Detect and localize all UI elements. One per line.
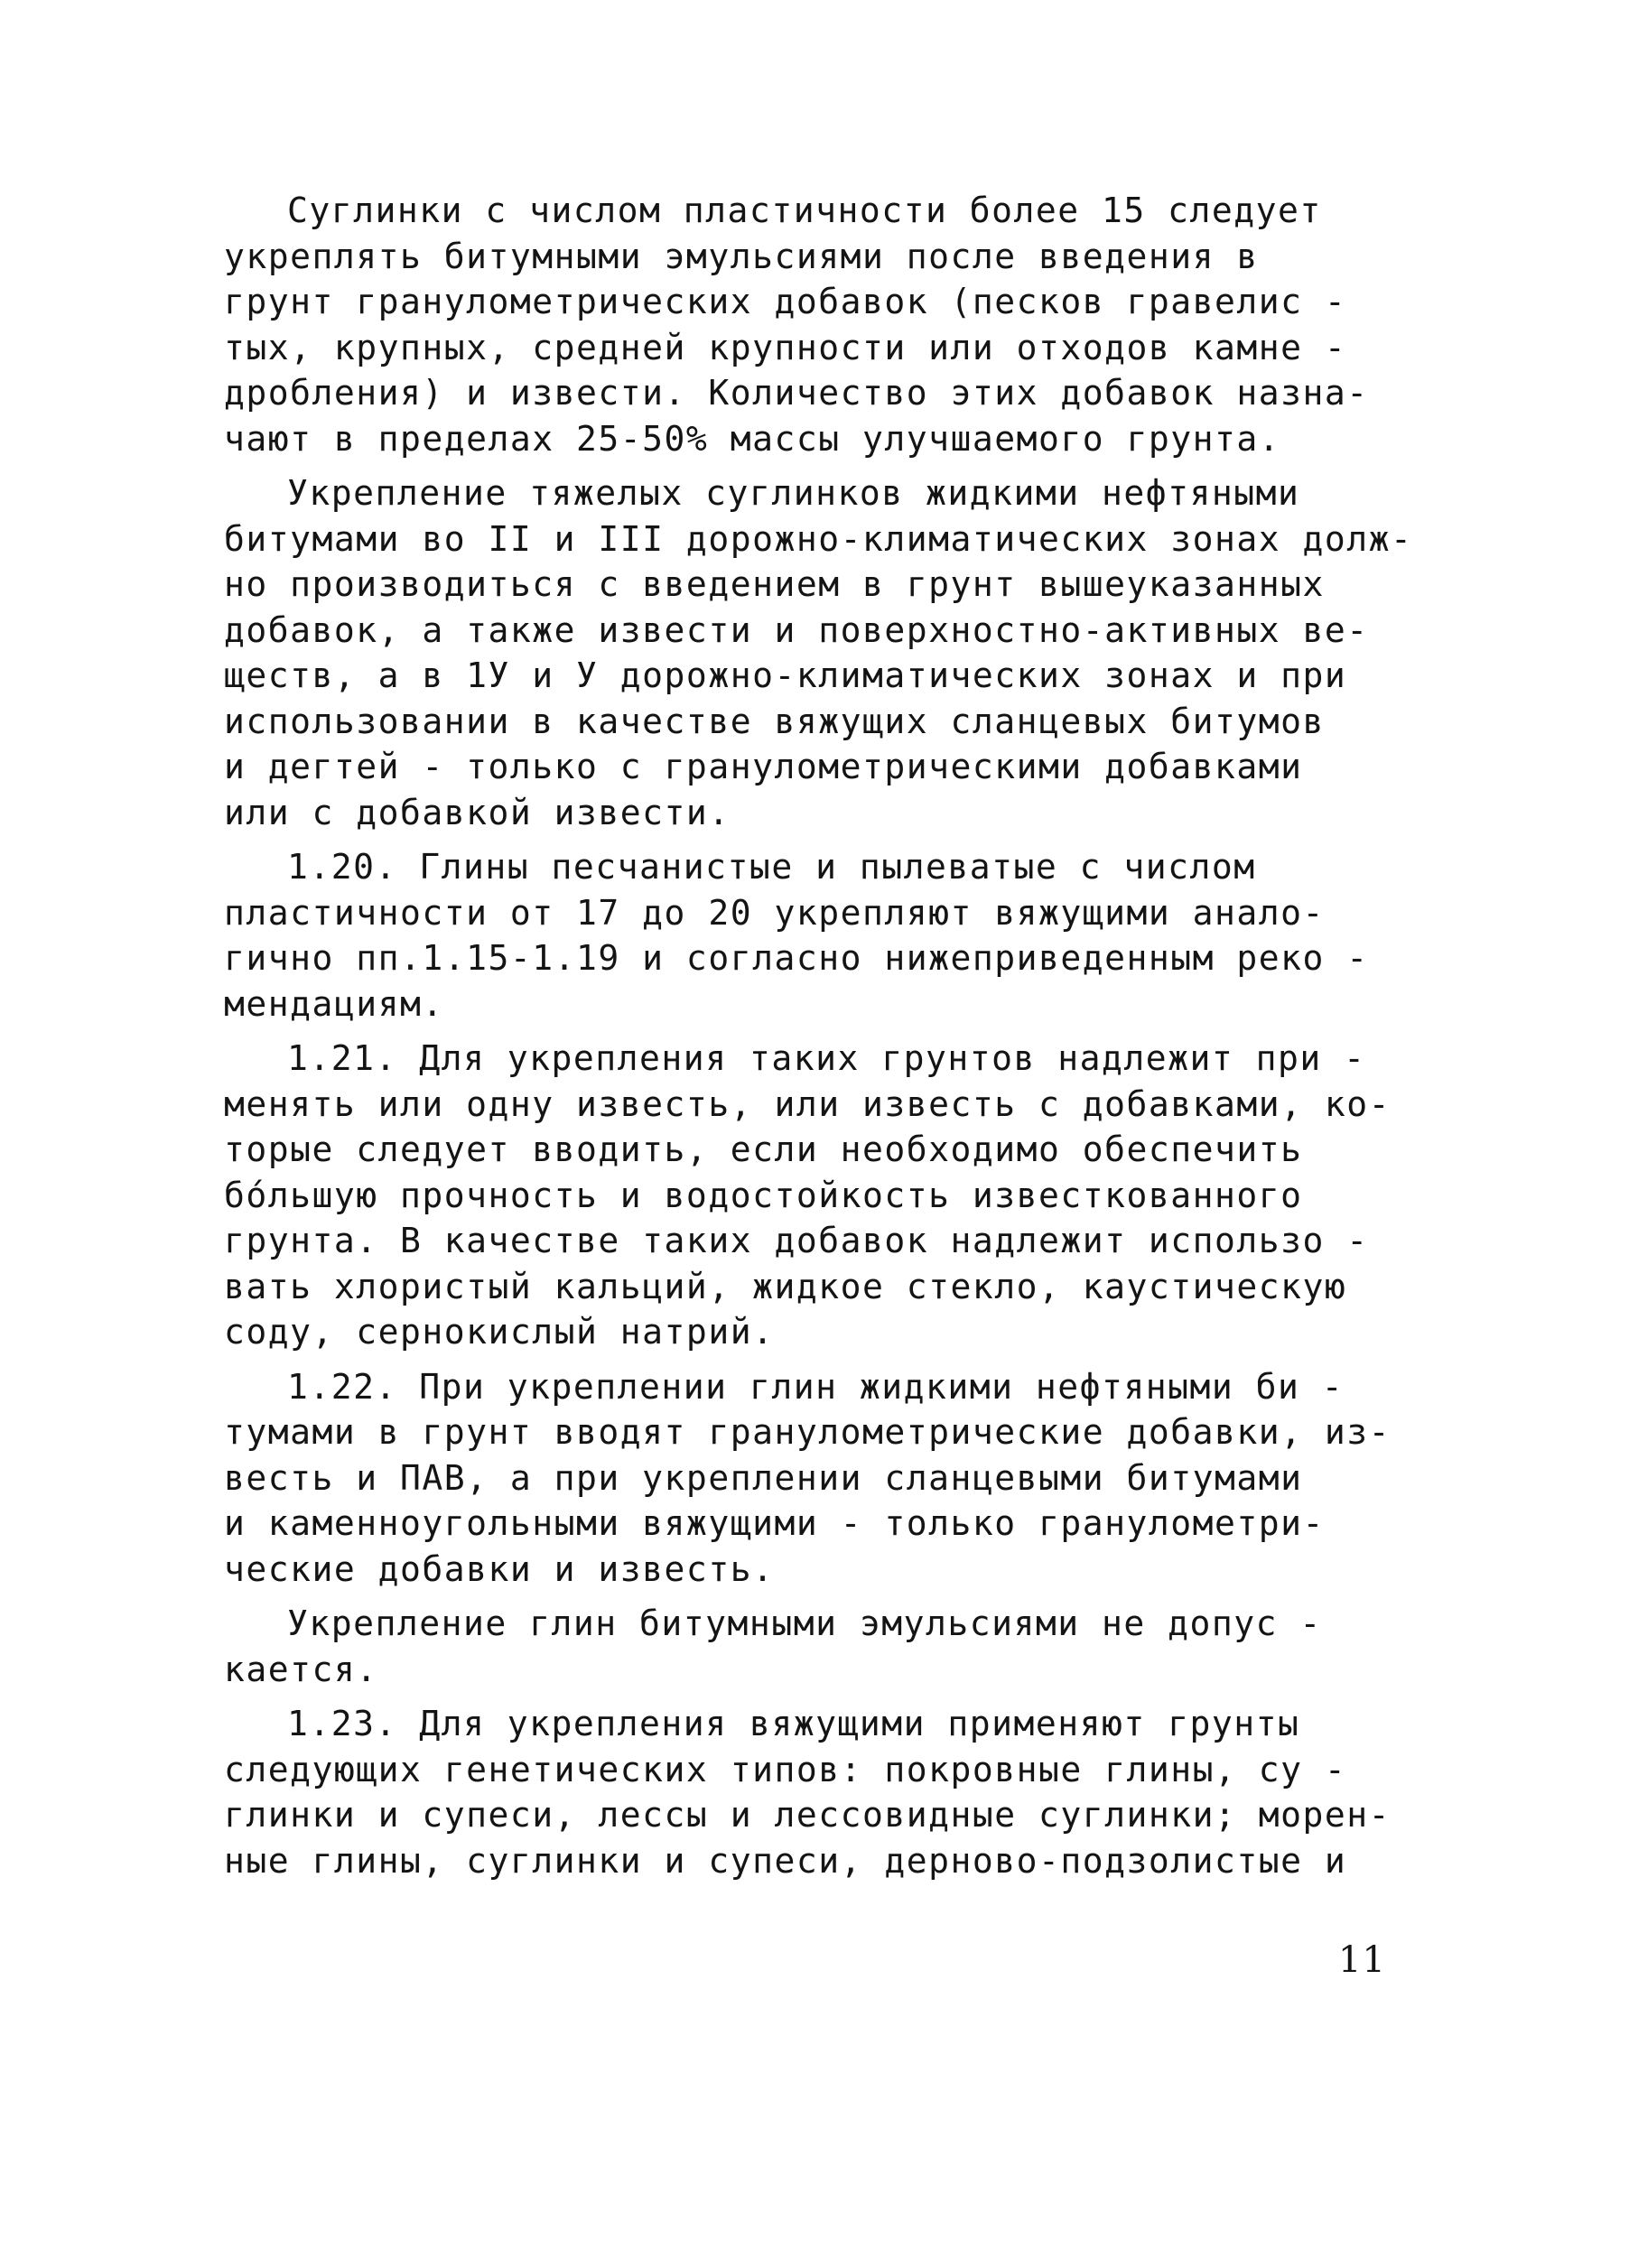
text-line: бо́льшую прочность и водостойкость известкованного (224, 1175, 1303, 1215)
text-line: менять или одну известь, или известь с добавками, ко- (224, 1083, 1392, 1124)
text-line: 1.21. Для укрепления таких грунтов надлежит при - (287, 1038, 1366, 1078)
text-line: грунта. В качестве таких добавок надлежит использо - (224, 1221, 1369, 1260)
text-line: Укрепление тяжелых суглинков жидкими нефтяными (287, 473, 1300, 513)
text-line: ческие добавки и известь. (224, 1548, 775, 1589)
text-line: 1.22. При укреплении глин жидкими нефтяными би - (287, 1366, 1345, 1407)
text-line: следующих генетических типов: покровные глины, су - (224, 1749, 1347, 1789)
text-line: использовании в качестве вяжущих сланцевых битумов (224, 701, 1325, 741)
text-line: Укрепление глин битумными эмульсиями не допус - (287, 1603, 1322, 1643)
text-line: гично пп.1.15-1.19 и согласно нижеприведенным реко - (224, 938, 1369, 978)
text-line: глинки и супеси, лессы и лессовидные суглинки; морен- (224, 1795, 1392, 1835)
text-line: ществ, а в 1У и У дорожно-климатических зонах и при (224, 655, 1347, 695)
text-line: кается. (224, 1649, 378, 1689)
text-line: дробления) и извести. Количество этих добавок назна- (224, 373, 1369, 413)
text-line: битумами во II и III дорожно-климатических зонах долж- (224, 518, 1413, 559)
text-line: пластичности от 17 до 20 укрепляют вяжущими анало- (224, 892, 1325, 933)
text-line: Суглинки с числом пластичности более 15 следует (287, 191, 1322, 230)
text-line: 1.20. Глины песчанистые и пылеватые с числом (287, 847, 1256, 887)
text-line: или с добавкой извести. (224, 792, 731, 832)
text-line: 1.23. Для укрепления вяжущими применяют грунты (287, 1704, 1300, 1743)
text-line: добавок, а также извести и поверхностно-активных ве- (224, 609, 1369, 650)
text-line: вать хлористый кальций, жидкое стекло, каустическую (224, 1266, 1347, 1306)
text-line: чают в пределах 25-50% массы улучшаемого грунта. (224, 418, 1281, 459)
text-line: весть и ПАВ, а при укреплении сланцевыми битумами (224, 1457, 1303, 1498)
text-line: мендациям. (224, 983, 444, 1024)
body-text (224, 188, 1413, 1883)
page-number: 11 (1338, 1939, 1386, 1981)
text-line: и каменноугольными вяжущими - только гранулометри- (224, 1503, 1325, 1543)
text-line: соду, сернокислый натрий. (224, 1312, 775, 1352)
text-line: но производиться с введением в грунт вышеуказанных (224, 564, 1325, 604)
text-line: ные глины, суглинки и супеси, дерново-подзолистые и (224, 1840, 1347, 1881)
text-line: укреплять битумными эмульсиями после введения в (224, 236, 1259, 276)
text-line: тых, крупных, средней крупности или отходов камне - (224, 327, 1347, 367)
text-line: и дегтей - только с гранулометрическими добавками (224, 747, 1303, 786)
text-line: тумами в грунт вводят гранулометрические добавки, из- (224, 1412, 1392, 1452)
text-line: торые следует вводить, если необходимо обеспечить (224, 1129, 1303, 1169)
text-line: грунт гранулометрических добавок (песков гравелис - (224, 282, 1347, 321)
